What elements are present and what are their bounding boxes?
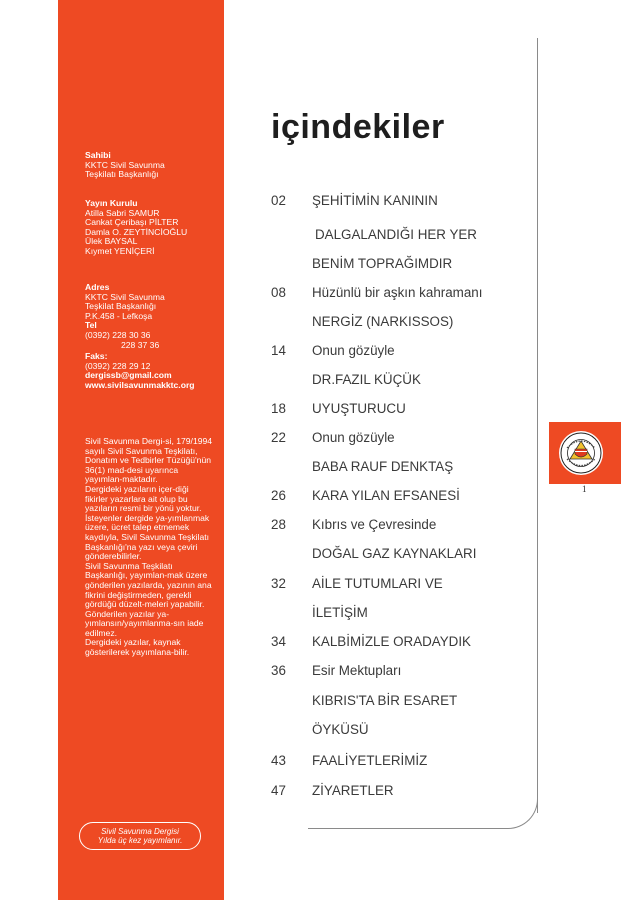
page-title: içindekiler bbox=[271, 108, 445, 146]
civil-defense-emblem-icon bbox=[558, 430, 604, 476]
legal-paragraph: İsteyenler dergide ya-yımlanmak üzere, ücret talep etmemek kaydıyla, Sivil Savunma Teşkilatı Başkanlığı'na yazı veya çeviri gönderebilirler. bbox=[85, 512, 210, 562]
legal-paragraph: Sivil Savunma Dergi-si, 179/1994 sayılı Sivil Savunma Teşkilatı, Donatım ve Tedbirler Tüzüğü'nün 36(1) mad-desi uyarınca yayımlan-maktadır. bbox=[85, 436, 213, 485]
legal-paragraph: Dergideki yazıların içer-diği fikirler yazarlara ait olup bu yazıların resmi bir yönü yoktur. bbox=[85, 483, 202, 514]
toc-page-number: 43 bbox=[271, 753, 286, 768]
address-line: KKTC Sivil Savunma bbox=[85, 291, 165, 302]
toc-entry-title: Onun gözüyle bbox=[312, 343, 395, 358]
toc-page-number: 02 bbox=[271, 193, 286, 208]
toc-entry-title: Onun gözüyle bbox=[312, 430, 395, 445]
toc-entry-title: ZİYARETLER bbox=[312, 783, 394, 798]
toc-entry-title: Esir Mektupları bbox=[312, 663, 402, 678]
toc-entry-title: ÖYKÜSÜ bbox=[312, 722, 369, 737]
toc-entry-title: KALBİMİZLE ORADAYDIK bbox=[312, 634, 471, 649]
board-member: Atilla Sabri SAMUR bbox=[85, 207, 160, 218]
page-frame-line bbox=[537, 38, 538, 813]
toc-entry-title: ŞEHİTİMİN KANININ bbox=[312, 193, 438, 208]
masthead-sidebar bbox=[58, 0, 224, 900]
website-link[interactable]: www.sivilsavunmakktc.org bbox=[85, 379, 195, 390]
address-line: Teşkilat Başkanlığı bbox=[85, 301, 157, 312]
toc-entry-title: DOĞAL GAZ KAYNAKLARI bbox=[312, 546, 477, 561]
frequency-note bbox=[79, 822, 201, 850]
frequency-line: Yılda üç kez yayımlanır. bbox=[97, 836, 183, 845]
toc-page-number: 34 bbox=[271, 634, 286, 649]
toc-entry-title: FAALİYETLERİMİZ bbox=[312, 753, 428, 768]
frequency-line: Sivil Savunma Dergisi bbox=[101, 827, 179, 836]
toc-page-number: 22 bbox=[271, 430, 286, 445]
page-frame-corner bbox=[500, 785, 538, 829]
fax-line: (0392) 228 29 12 bbox=[85, 360, 151, 371]
page-number: 1 bbox=[582, 484, 587, 494]
toc-page-number: 28 bbox=[271, 517, 286, 532]
toc-entry-title: Kıbrıs ve Çevresinde bbox=[312, 517, 437, 532]
toc-entry-title: İLETİŞİM bbox=[312, 605, 368, 620]
page-frame-bottom bbox=[308, 828, 508, 829]
toc-entry-title: UYUŞTURUCU bbox=[312, 401, 406, 416]
owner-line: KKTC Sivil Savunma bbox=[85, 159, 165, 170]
email-link[interactable]: dergissb@gmail.com bbox=[85, 370, 172, 381]
toc-page-number: 47 bbox=[271, 783, 286, 798]
board-member: Damla O. ZEYTİNCİOĞLU bbox=[85, 226, 188, 237]
toc-entry-title: BENİM TOPRAĞIMDIR bbox=[312, 256, 453, 271]
board-member: Ülek BAYSAL bbox=[85, 236, 138, 247]
toc-entry-title: DR.FAZIL KÜÇÜK bbox=[312, 372, 421, 387]
legal-paragraph: Dergideki yazılar, kaynak gösterilerek yayımlana-bilir. bbox=[85, 637, 190, 658]
phone-line: (0392) 228 30 36 bbox=[85, 329, 151, 340]
address-line: P.K.458 - Lefkoşa bbox=[85, 310, 153, 321]
legal-paragraph: Gönderilen yazılar ya-yımlansın/yayımlanma-sın iade edilmez. bbox=[85, 608, 204, 638]
legal-paragraph: Sivil Savunma Teşkilatı Başkanlığı, yayımlan-mak üzere gönderilen yazılarda, yazının ana fikrini değiştirmeden, gerekli gördüğü düzelt-meleri yapabilir. bbox=[85, 560, 212, 610]
board-member: Kıymet YENİÇERİ bbox=[85, 245, 155, 256]
address-block bbox=[85, 283, 220, 391]
toc-page-number: 08 bbox=[271, 285, 286, 300]
toc-entry-title: KIBRIS'TA BİR ESARET bbox=[312, 693, 458, 708]
phone-line: 228 37 36 bbox=[121, 339, 160, 350]
fax-heading: Faks: bbox=[85, 351, 108, 362]
toc-entry-title: BABA RAUF DENKTAŞ bbox=[312, 459, 454, 474]
address-heading: Adres bbox=[85, 282, 110, 292]
editorial-board-heading: Yayın Kurulu bbox=[85, 198, 138, 208]
toc-page-number: 36 bbox=[271, 663, 286, 678]
editorial-board-block bbox=[85, 199, 220, 257]
owner-line: Teşkilatı Başkanlığı bbox=[85, 169, 159, 180]
toc-entry-title: Hüzünlü bir aşkın kahramanı bbox=[312, 285, 483, 300]
toc-page-number: 32 bbox=[271, 576, 286, 591]
phone-heading: Tel bbox=[85, 320, 97, 331]
toc-page-number: 14 bbox=[271, 343, 286, 358]
board-member: Cankat Çeribaşı PİLTER bbox=[85, 217, 179, 228]
legal-notice bbox=[85, 437, 213, 658]
toc-entry-title: AİLE TUTUMLARI VE bbox=[312, 576, 443, 591]
toc-entry-title: NERGİZ (NARKISSOS) bbox=[312, 314, 454, 329]
toc-entry-title: DALGALANDIĞI HER YER bbox=[315, 227, 477, 242]
owner-heading: Sahibi bbox=[85, 150, 111, 160]
toc-page-number: 26 bbox=[271, 488, 286, 503]
owner-block bbox=[85, 151, 220, 180]
toc-entry-title: KARA YILAN EFSANESİ bbox=[312, 488, 460, 503]
toc-page-number: 18 bbox=[271, 401, 286, 416]
